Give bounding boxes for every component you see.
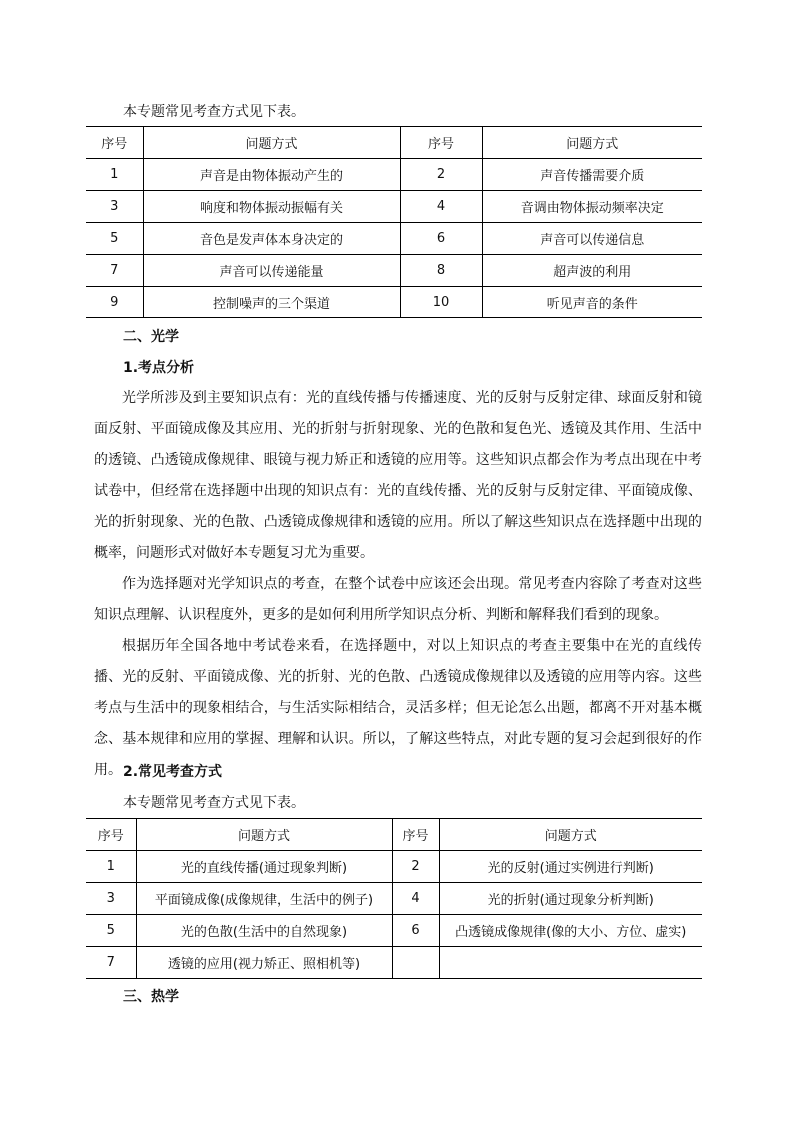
table1-intro: 本专题常见考查方式见下表。 (123, 104, 305, 120)
row-number: 7 (86, 947, 136, 979)
subsection-title-analysis: 1.考点分析 (123, 360, 195, 376)
row-number: 5 (86, 223, 143, 255)
row-question: 平面镜成像(成像规律，生活中的例子) (136, 883, 392, 915)
header-number: 序号 (392, 819, 439, 851)
header-question-type: 问题方式 (143, 127, 400, 159)
row-question: 光的折射(通过现象分析判断) (439, 883, 702, 915)
table-row (86, 915, 702, 947)
paragraph-knowledge-points: 光学所涉及到主要知识点有：光的直线传播与传播速度、光的反射与反射定律、球面反射和镜面反射、平面镜成像及其应用、光的折射与折射现象、光的色散和复色光、透镜及其作用、生活中的透镜、凸透镜成像规律、眼镜与视力矫正和透镜的应用等。这些知识点都会作为考点出现在中考试卷中，但经常在选择题中出现的知识点有：光的直线传播、光的反射与反射定律、平面镜成像、光的折射现象、光的色散、凸透镜成像规律和透镜的应用。所以了解这些知识点在选择题中出现的概率，问题形式对做好本专题复习尤为重要。 (94, 390, 702, 561)
row-number: 5 (86, 915, 136, 947)
row-question: 听见声音的条件 (482, 287, 702, 318)
row-question: 响度和物体振动振幅有关 (143, 191, 400, 223)
row-number: 9 (86, 287, 143, 318)
row-number: 10 (400, 287, 482, 318)
row-question: 凸透镜成像规律(像的大小、方位、虚实) (439, 915, 702, 947)
row-number: 3 (86, 883, 136, 915)
table-row (86, 851, 702, 883)
row-question: 光的色散(生活中的自然现象) (136, 915, 392, 947)
paragraph-exam-focus: 作为选择题对光学知识点的考查，在整个试卷中应该还会出现。常见考查内容除了考查对这些知识点理解、认识程度外，更多的是如何利用所学知识点分析、判断和解释我们看到的现象。 (94, 576, 702, 623)
table-row (86, 191, 702, 223)
row-number: 8 (400, 255, 482, 287)
table-optics-question-types (86, 818, 702, 979)
row-question: 音调由物体振动频率决定 (482, 191, 702, 223)
table-row (86, 883, 702, 915)
row-question: 声音是由物体振动产生的 (143, 159, 400, 191)
header-number: 序号 (400, 127, 482, 159)
row-number: 7 (86, 255, 143, 287)
table-sound-question-types (86, 126, 702, 318)
header-question-type: 问题方式 (482, 127, 702, 159)
table2-intro: 本专题常见考查方式见下表。 (123, 795, 305, 811)
row-number: 1 (86, 851, 136, 883)
row-number: 2 (400, 159, 482, 191)
table-row (86, 947, 702, 979)
section-title-optics: 二、光学 (123, 329, 179, 345)
row-number: 2 (392, 851, 439, 883)
row-question: 声音传播需要介质 (482, 159, 702, 191)
row-number: 6 (392, 915, 439, 947)
row-number: 6 (400, 223, 482, 255)
row-question: 音色是发声体本身决定的 (143, 223, 400, 255)
table-row (86, 255, 702, 287)
paragraph-exam-analysis: 根据历年全国各地中考试卷来看，在选择题中，对以上知识点的考查主要集中在光的直线传播、光的反射、平面镜成像、光的折射、光的色散、凸透镜成像规律以及透镜的应用等内容。这些考点与生活中的现象相结合，与生活实际相结合，灵活多样；但无论怎么出题，都离不开对基本概念、基本规律和应用的掌握、理解和认识。所以，了解这些特点，对此专题的复习会起到很好的作用。 (94, 638, 702, 778)
row-question: 声音可以传递信息 (482, 223, 702, 255)
row-question: 声音可以传递能量 (143, 255, 400, 287)
header-number: 序号 (86, 819, 136, 851)
row-question (439, 947, 702, 979)
row-number: 4 (400, 191, 482, 223)
row-question: 超声波的利用 (482, 255, 702, 287)
row-number (392, 947, 439, 979)
row-question: 控制噪声的三个渠道 (143, 287, 400, 318)
table-row (86, 223, 702, 255)
row-number: 1 (86, 159, 143, 191)
table-row (86, 287, 702, 318)
table-row (86, 159, 702, 191)
row-question: 光的直线传播(通过现象判断) (136, 851, 392, 883)
section-title-thermal: 三、热学 (123, 989, 179, 1005)
row-question: 透镜的应用(视力矫正、照相机等) (136, 947, 392, 979)
row-number: 3 (86, 191, 143, 223)
table-header-row (86, 127, 702, 159)
header-number: 序号 (86, 127, 143, 159)
table-header-row (86, 819, 702, 851)
header-question-type: 问题方式 (136, 819, 392, 851)
row-question: 光的反射(通过实例进行判断) (439, 851, 702, 883)
subsection-title-question-types: 2.常见考查方式 (123, 764, 223, 780)
row-number: 4 (392, 883, 439, 915)
header-question-type: 问题方式 (439, 819, 702, 851)
